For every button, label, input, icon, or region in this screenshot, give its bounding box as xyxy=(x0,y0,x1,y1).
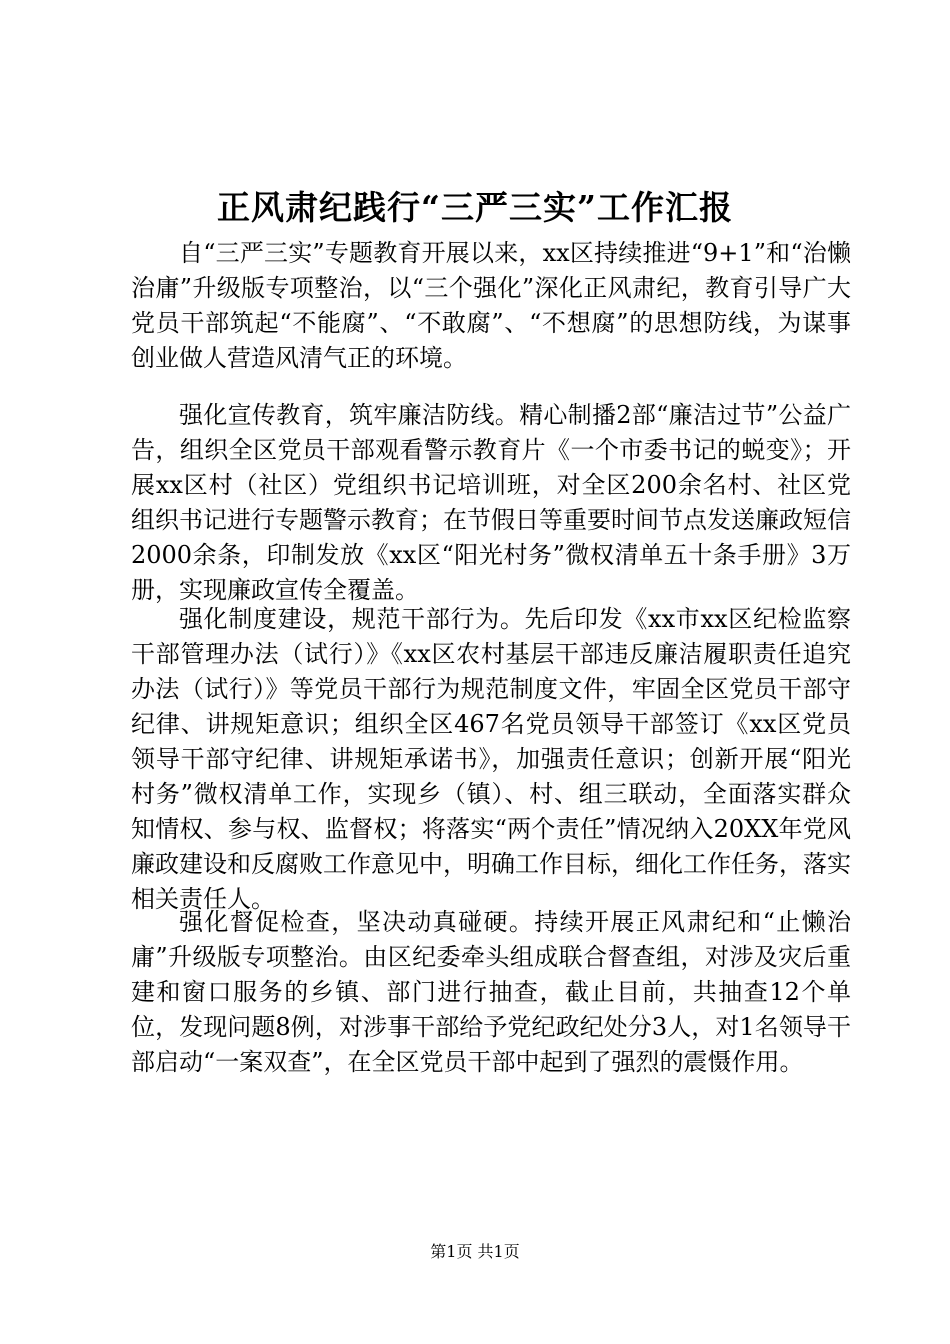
paragraph-text: 强化制度建设，规范干部行为。先后印发《xx市xx区纪检监察干部管理办法（试行）》《xx区农村基层干部违反廉洁履职责任追究办法（试行）》等党员干部行为规范制度文件，牢固全区党员干部守纪律、讲规矩意识；组织全区467名党员领导干部签订《xx区党员领导干部守纪律、讲规矩承诺书》，加强责任意识；创新开展“阳光村务”微权清单工作，实现乡（镇）、村、组三联动，全面落实群众知情权、参与权、监督权；将落实“两个责任”情况纳入20XX年党风廉政建设和反腐败工作意见中，明确工作目标，细化工作任务，落实相关责任人。 xyxy=(131,605,851,913)
document-title: 正风肃纪践行“三严三实”工作汇报 xyxy=(217,188,733,227)
page-number-footer: 第1页 共1页 xyxy=(430,1242,520,1261)
paragraph-text: 强化宣传教育，筑牢廉洁防线。精心制播2部“廉洁过节”公益广告，组织全区党员干部观看警示教育片《一个市委书记的蜕变》；开展xx区村（社区）党组织书记培训班，对全区200余名村、社区党组织书记进行专题警示教育；在节假日等重要时间节点发送廉政短信2000余条，印制发放《xx区“阳光村务”微权清单五十条手册》3万册，实现廉政宣传全覆盖。 xyxy=(131,401,851,604)
paragraph-text: 自“三严三实”专题教育开展以来，xx区持续推进“9+1”和“治懒治庸”升级版专项整治，以“三个强化”深化正风肃纪，教育引导广大党员干部筑起“不能腐”、“不敢腐”、“不想腐”的思想防线，为谋事创业做人营造风清气正的环境。 xyxy=(131,239,851,372)
paragraph-system-building xyxy=(131,602,851,917)
paragraph-publicity-education xyxy=(131,398,851,608)
paragraph-supervision-inspection xyxy=(131,905,851,1080)
paragraph-intro xyxy=(131,236,851,376)
paragraph-text: 强化督促检查，坚决动真碰硬。持续开展正风肃纪和“止懒治庸”升级版专项整治。由区纪委牵头组成联合督查组，对涉及灾后重建和窗口服务的乡镇、部门进行抽查，截止目前，共抽查12个单位，发现问题8例，对涉事干部给予党纪政纪处分3人，对1名领导干部启动“一案双查”，在全区党员干部中起到了强烈的震慑作用。 xyxy=(131,908,851,1076)
